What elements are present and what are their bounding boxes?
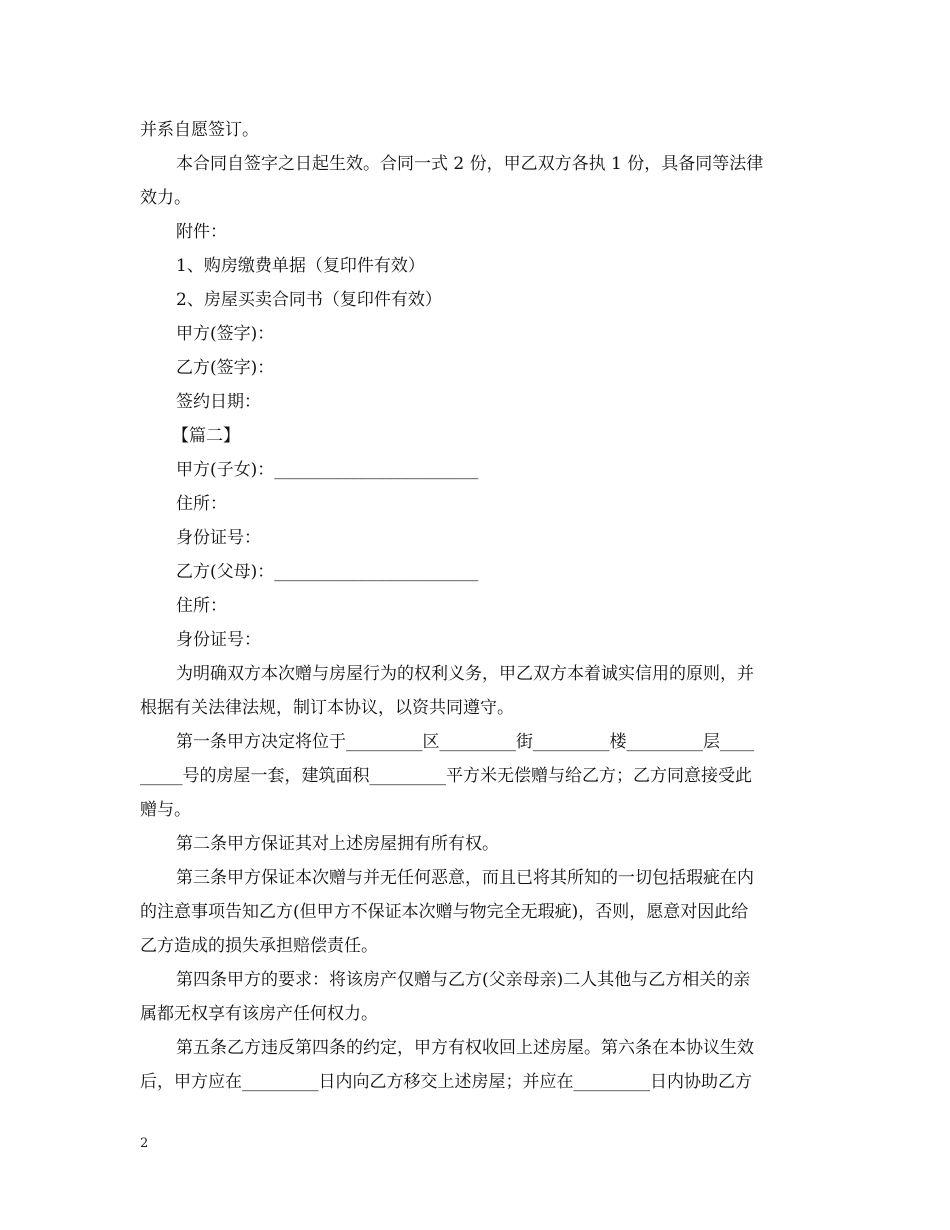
- text-line-13: 身份证号：: [176, 528, 261, 548]
- text-line-27: 属都无权享有该房产任何权力。: [140, 1004, 378, 1024]
- text-line-17: 为明确双方本次赠与房屋行为的权利义务，甲乙双方本着诚实信用的原则，并: [176, 664, 754, 684]
- text-line-2: 本合同自签字之日起生效。合同一式 2 份，甲乙双方各执 1 份，具备同等法律: [176, 154, 764, 174]
- text-line-18: 根据有关法律法规，制订本协议，以资共同遵守。: [140, 698, 514, 718]
- text-line-6: 2、房屋买卖合同书（复印件有效）: [176, 290, 442, 310]
- text-line-7: 甲方(签字)：: [176, 324, 275, 344]
- text-line-26: 第四条甲方的要求：将该房产仅赠与乙方(父亲母亲)二人其他与乙方相关的亲: [176, 970, 751, 990]
- section-heading: 【篇二】: [172, 426, 240, 446]
- text-line-4: 附件：: [176, 222, 227, 242]
- text-line-22: 第二条甲方保证其对上述房屋拥有所有权。: [176, 834, 499, 854]
- text-line-14: 乙方(父母)：________________________: [176, 562, 479, 582]
- text-line-9: 签约日期：: [176, 392, 261, 412]
- text-line-25: 乙方造成的损失承担赔偿责任。: [140, 936, 378, 956]
- text-line-20: _____号的房屋一套，建筑面积_________平方米无偿赠与给乙方；乙方同意接受此: [140, 766, 752, 786]
- text-line-8: 乙方(签字)：: [176, 358, 275, 378]
- text-line-12: 住所：: [176, 494, 227, 514]
- text-line-1: 并系自愿签订。: [140, 120, 259, 140]
- page-number: 2: [140, 1136, 149, 1151]
- text-line-5: 1、购房缴费单据（复印件有效）: [176, 256, 425, 276]
- text-line-23: 第三条甲方保证本次赠与并无任何恶意，而且已将其所知的一切包括瑕疵在内: [176, 868, 754, 888]
- text-line-16: 身份证号：: [176, 630, 261, 650]
- text-line-3: 效力。: [140, 188, 191, 208]
- text-line-29: 后，甲方应在_________日内向乙方移交上述房屋；并应在_________日内协助乙方: [140, 1072, 752, 1092]
- text-line-28: 第五条乙方违反第四条的约定，甲方有权收回上述房屋。第六条在本协议生效: [176, 1038, 754, 1058]
- text-line-15: 住所：: [176, 596, 227, 616]
- text-line-21: 赠与。: [140, 800, 191, 820]
- text-line-24: 的注意事项告知乙方(但甲方不保证本次赠与物完全无瑕疵)，否则，愿意对因此给: [140, 902, 749, 922]
- text-line-11: 甲方(子女)：________________________: [176, 460, 479, 480]
- text-line-19: 第一条甲方决定将位于_________区_________街_________楼_________层____: [176, 732, 754, 752]
